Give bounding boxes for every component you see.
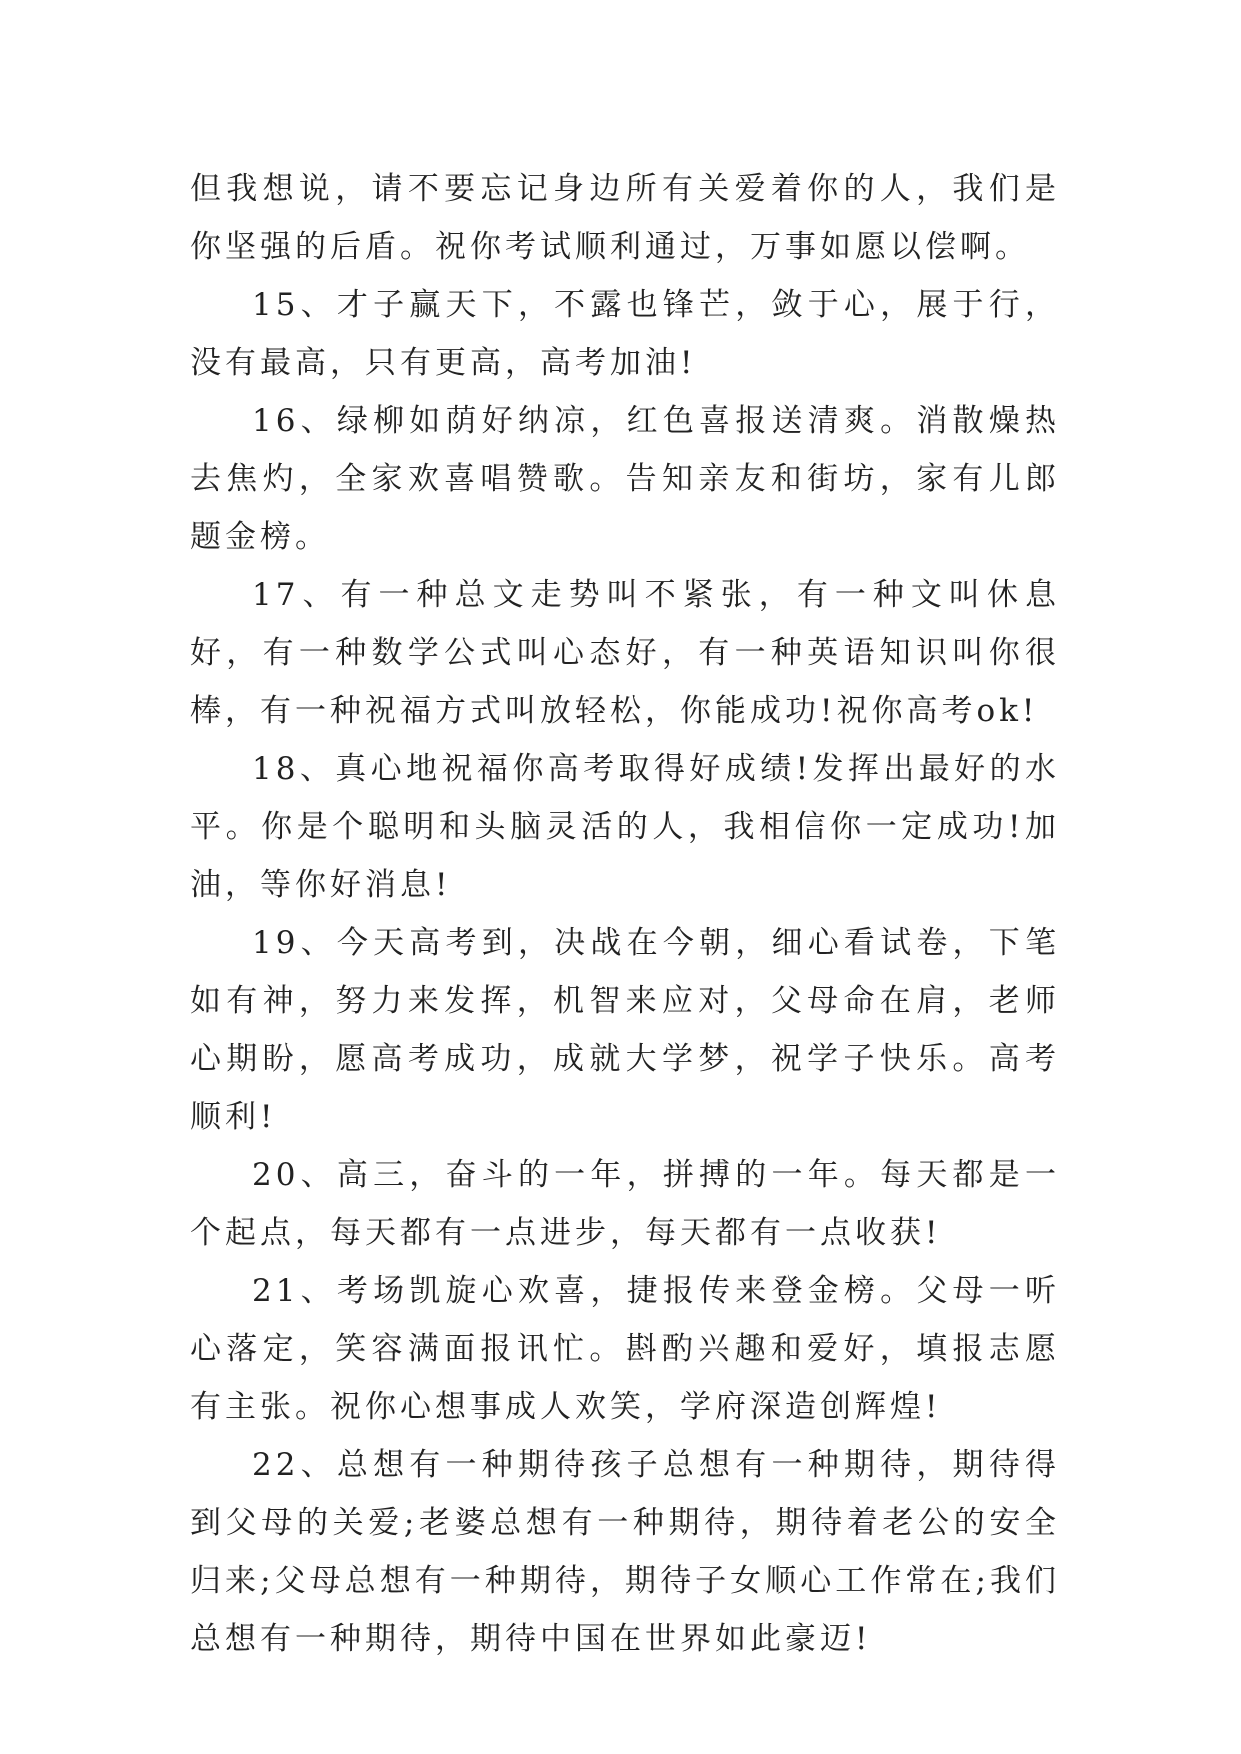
- document-page: [190, 160, 1060, 1668]
- paragraph-21: 21、考场凯旋心欢喜，捷报传来登金榜。父母一听心落定，笑容满面报讯忙。斟酌兴趣和爱好，填报志愿有主张。祝你心想事成人欢笑，学府深造创辉煌!: [190, 1273, 1060, 1425]
- paragraph-20: 20、高三，奋斗的一年，拼搏的一年。每天都是一个起点，每天都有一点进步，每天都有一点收获!: [190, 1157, 1060, 1251]
- paragraph-17: 17、有一种总文走势叫不紧张，有一种文叫休息好，有一种数学公式叫心态好，有一种英语知识叫你很棒，有一种祝福方式叫放轻松，你能成功!祝你高考ok!: [190, 577, 1060, 729]
- paragraph-continuation: 但我想说，请不要忘记身边所有关爱着你的人，我们是你坚强的后盾。祝你考试顺利通过，万事如愿以偿啊。: [190, 171, 1060, 265]
- paragraph-16: 16、绿柳如荫好纳凉，红色喜报送清爽。消散燥热去焦灼，全家欢喜唱赞歌。告知亲友和街坊，家有儿郎题金榜。: [190, 403, 1060, 555]
- paragraph-19: 19、今天高考到，决战在今朝，细心看试卷，下笔如有神，努力来发挥，机智来应对，父母命在肩，老师心期盼，愿高考成功，成就大学梦，祝学子快乐。高考顺利!: [190, 925, 1060, 1135]
- paragraph-15: 15、才子赢天下，不露也锋芒，敛于心，展于行，没有最高，只有更高，高考加油!: [190, 287, 1060, 381]
- paragraph-22: 22、总想有一种期待孩子总想有一种期待，期待得到父母的关爱;老婆总想有一种期待，期待着老公的安全归来;父母总想有一种期待，期待子女顺心工作常在;我们总想有一种期待，期待中国在世界如此豪迈!: [190, 1447, 1060, 1657]
- paragraph-18: 18、真心地祝福你高考取得好成绩!发挥出最好的水平。你是个聪明和头脑灵活的人，我相信你一定成功!加油，等你好消息!: [190, 751, 1060, 903]
